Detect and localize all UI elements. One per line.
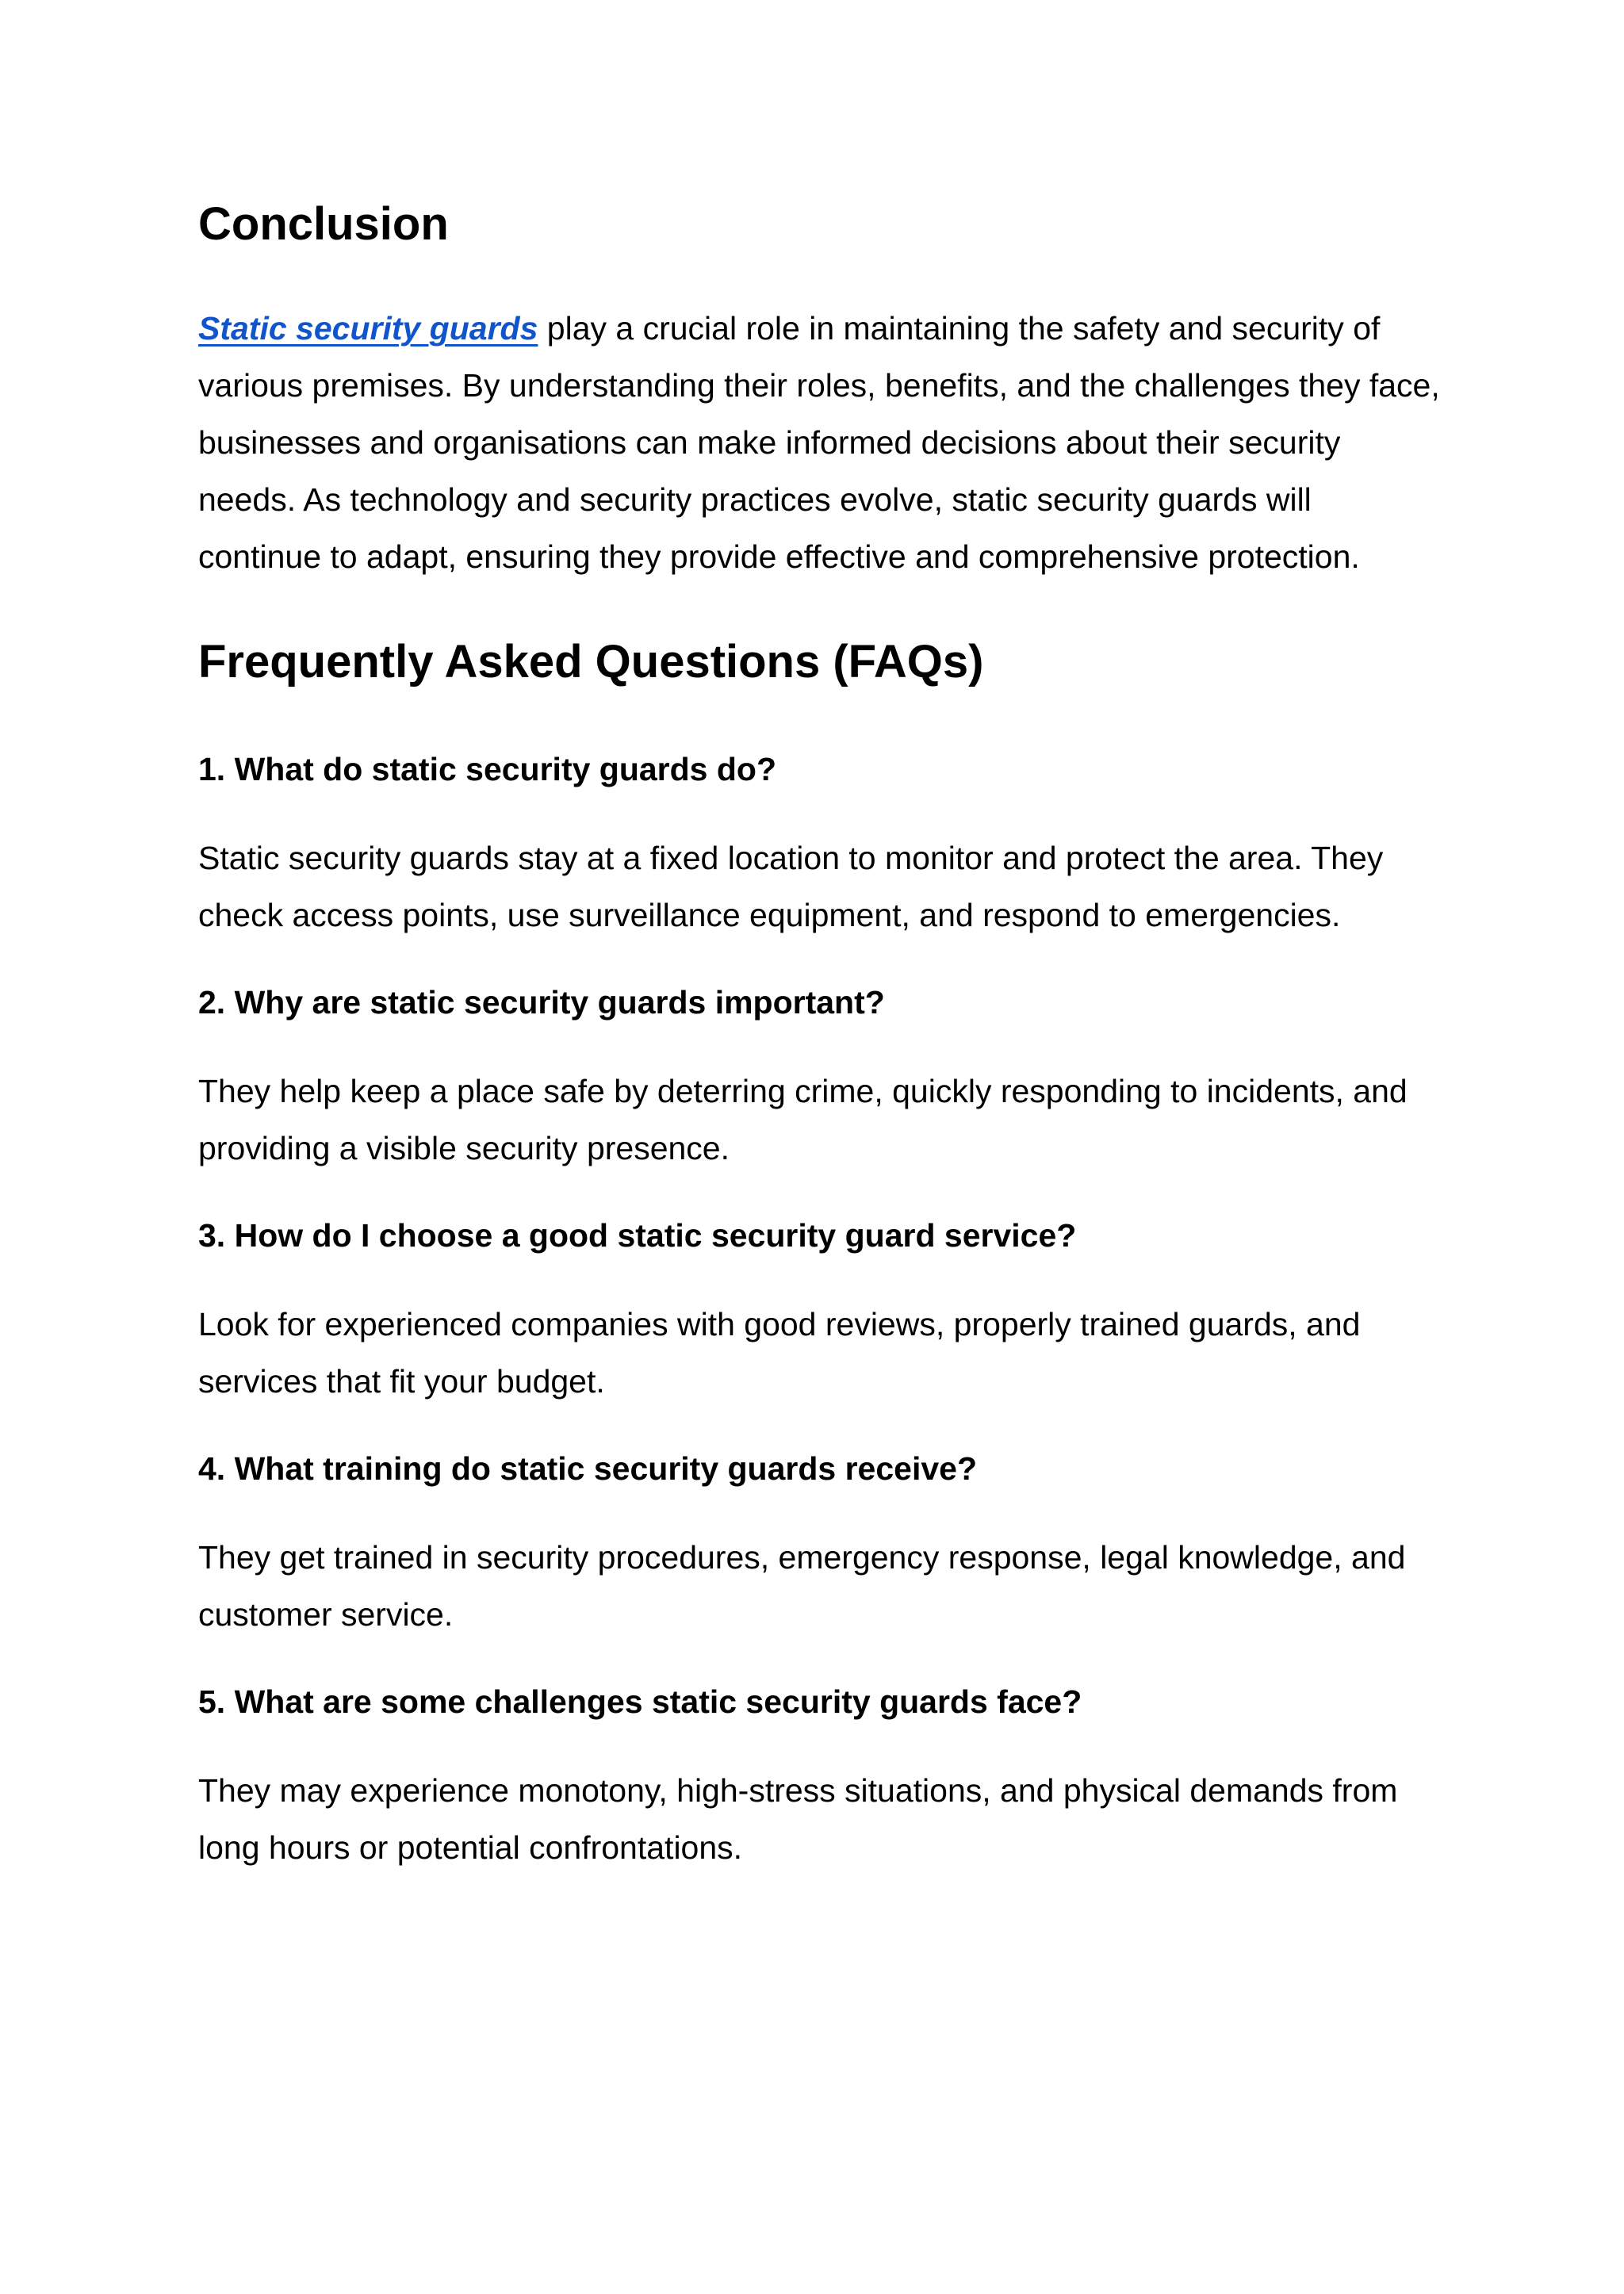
- faq-item-1: [198, 745, 1443, 944]
- static-security-guards-link[interactable]: Static security guards: [198, 310, 538, 347]
- faq-heading: Frequently Asked Questions (FAQs): [198, 636, 984, 687]
- faq-answer: Look for experienced companies with good reviews, properly trained guards, and services that fit your budget.: [198, 1306, 1361, 1400]
- faq-item-3: [198, 1212, 1443, 1410]
- faq-question: 3. How do I choose a good static security guard service?: [198, 1217, 1077, 1254]
- faq-answer: They help keep a place safe by deterring crime, quickly responding to incidents, and providing a visible security presence.: [198, 1073, 1408, 1166]
- faq-question: 5. What are some challenges static security guards face?: [198, 1683, 1082, 1720]
- conclusion-body-text: play a crucial role in maintaining the safety and security of various premises. By understanding their roles, benefits, and the challenges they face, businesses and organisations can make informed decisions about their security needs. As technology and security practices evolve, static security guards will continue to adapt, ensuring they provide effective and comprehensive protection.: [198, 310, 1440, 575]
- faq-item-4: [198, 1445, 1443, 1643]
- faq-item-5: [198, 1678, 1443, 1876]
- faq-item-2: [198, 978, 1443, 1177]
- conclusion-paragraph: [198, 300, 1443, 585]
- faq-answer: They may experience monotony, high-stress situations, and physical demands from long hours or potential confrontations.: [198, 1772, 1398, 1866]
- faq-list: [198, 745, 1443, 1876]
- faq-question: 4. What training do static security guards receive?: [198, 1450, 977, 1487]
- conclusion-heading: Conclusion: [198, 198, 449, 250]
- faq-answer: They get trained in security procedures, emergency response, legal knowledge, and customer service.: [198, 1539, 1406, 1633]
- faq-answer: Static security guards stay at a fixed location to monitor and protect the area. They check access points, use surveillance equipment, and respond to emergencies.: [198, 840, 1384, 933]
- faq-question: 2. Why are static security guards important?: [198, 984, 885, 1021]
- faq-question: 1. What do static security guards do?: [198, 751, 777, 787]
